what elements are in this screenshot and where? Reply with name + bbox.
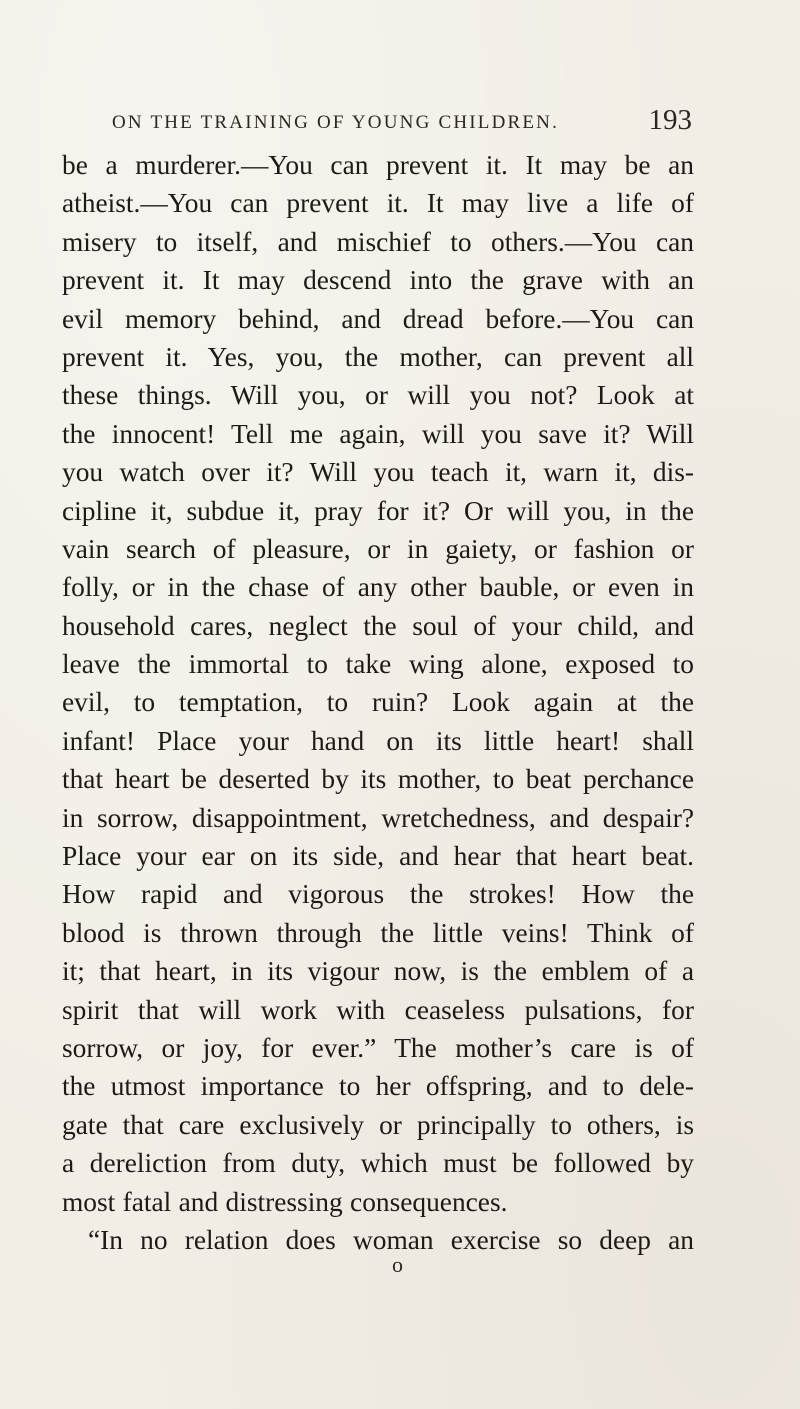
text-line: that heart be deserted by its mother, to beat perchance — [62, 764, 694, 795]
running-title: ON THE TRAINING OF YOUNG CHILDREN. — [112, 112, 560, 133]
running-head — [112, 104, 692, 144]
text-line: these things. Will you, or will you not? Look at — [62, 380, 694, 411]
text-line: a dereliction from duty, which must be followed by — [62, 1148, 694, 1179]
text-line: the innocent! Tell me again, will you save it? Will — [62, 418, 694, 449]
text-line: prevent it. Yes, you, the mother, can prevent all — [62, 341, 694, 372]
text-line: folly, or in the chase of any other bauble, or even in — [62, 572, 694, 603]
text-line: evil memory behind, and dread before.—You can — [62, 303, 694, 334]
text-line: household cares, neglect the soul of your child, and — [62, 610, 694, 641]
text-line: How rapid and vigorous the strokes! How the — [62, 879, 694, 910]
text-line: cipline it, subdue it, pray for it? Or will you, in the — [62, 495, 694, 526]
signature-mark: o — [392, 1252, 403, 1277]
text-line: prevent it. It may descend into the grave with an — [62, 265, 694, 296]
text-line: in sorrow, disappointment, wretchedness, and despair? — [62, 802, 694, 833]
text-line: evil, to temptation, to ruin? Look again at the — [62, 687, 694, 718]
text-line: the utmost importance to her offspring, and to dele- — [62, 1071, 694, 1102]
text-line: atheist.—You can prevent it. It may live a life of — [62, 188, 694, 219]
body-text — [62, 146, 694, 1259]
page-number: 193 — [648, 104, 692, 136]
text-line: sorrow, or joy, for ever.” The mother’s care is of — [62, 1032, 694, 1063]
text-line: be a murderer.—You can prevent it. It may be an — [62, 150, 694, 180]
text-line: vain search of pleasure, or in gaiety, or fashion or — [62, 533, 694, 564]
text-line: gate that care exclusively or principally to others, is — [62, 1109, 694, 1140]
text-line: you watch over it? Will you teach it, warn it, dis- — [62, 457, 694, 488]
text-line: spirit that will work with ceaseless pulsations, for — [62, 994, 694, 1025]
text-line: blood is thrown through the little veins! Think of — [62, 917, 694, 948]
text-line: leave the immortal to take wing alone, exposed to — [62, 649, 694, 680]
text-line: infant! Place your hand on its little heart! shall — [62, 725, 694, 756]
text-line: misery to itself, and mischief to others.—You can — [62, 226, 694, 257]
text-line: most fatal and distressing consequences. — [62, 1186, 508, 1217]
text-line: it; that heart, in its vigour now, is the emblem of a — [62, 956, 694, 987]
text-line: “In no relation does woman exercise so deep an — [88, 1224, 694, 1255]
text-line: Place your ear on its side, and hear that heart beat. — [62, 841, 694, 872]
